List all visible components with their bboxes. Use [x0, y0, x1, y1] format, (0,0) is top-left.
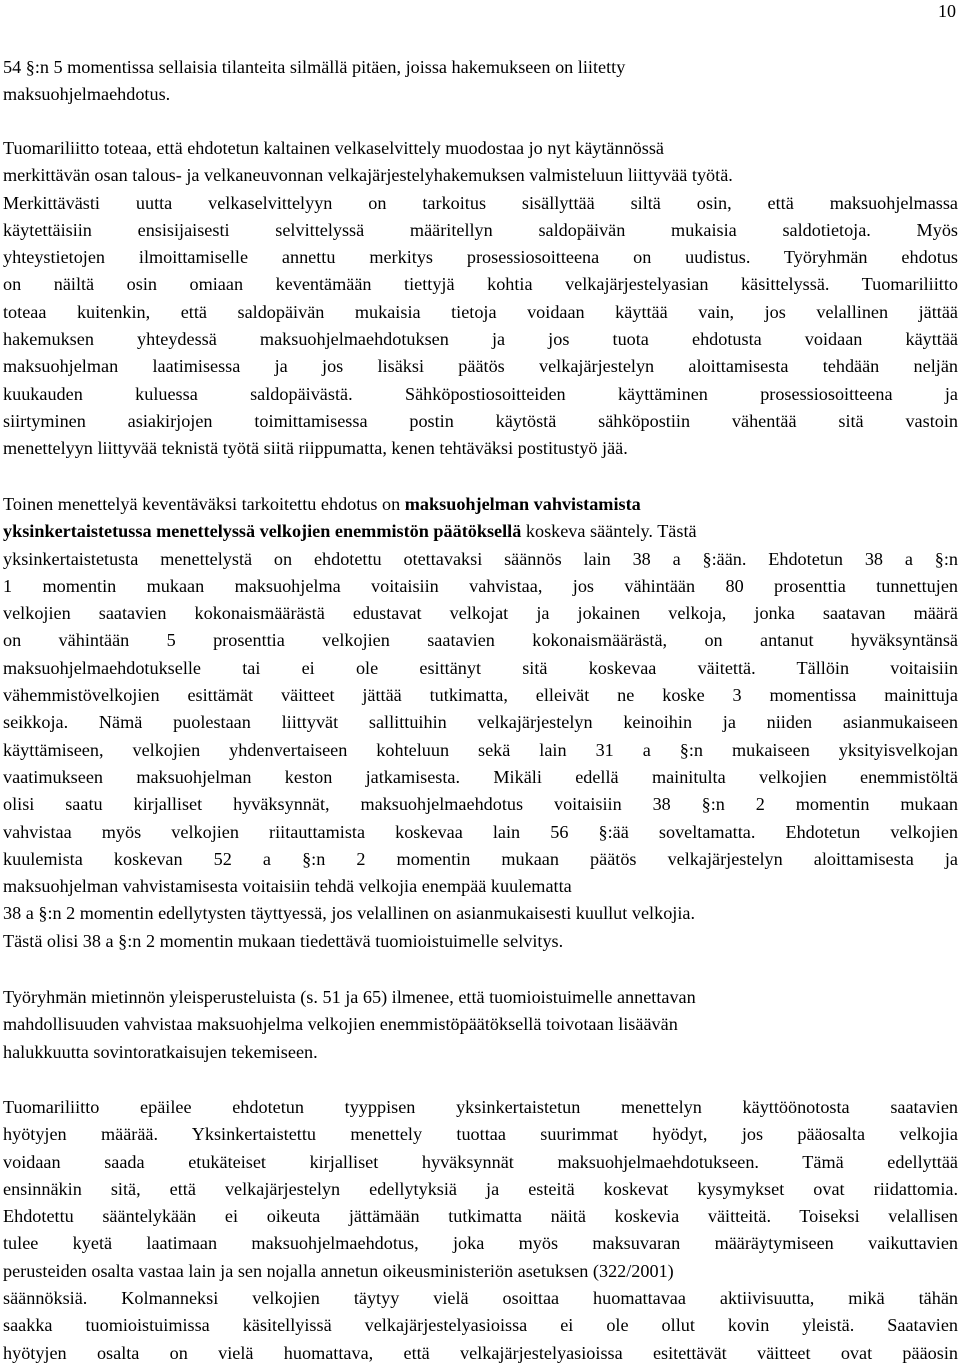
text-line: 1 momentin mukaan maksuohjelma voitaisiin vahvistaa, jos vähintään 80 prosenttia tunnettujen [3, 575, 958, 596]
text-line: 54 §:n 5 momentissa sellaisia tilanteita silmällä pitäen, joissa hakemukseen on liitetty [3, 57, 626, 77]
text-line: Työryhmän mietinnön yleisperusteluista (s. 51 ja 65) ilmenee, että tuomioistuimelle annettavan [3, 987, 696, 1007]
text-line: halukkuutta sovintoratkaisujen tekemiseen. [3, 1041, 318, 1062]
text-line: on vähintään 5 prosenttia velkojien saatavien kokonaismäärästä, on antanut hyväksyntänsä [3, 630, 958, 651]
text-line: 38 a §:n 2 momentin edellytysten täyttyessä, jos velallinen on asianmukaisesti kuullut velkojia. [3, 903, 696, 924]
text-run: Toinen menettelyä keventäväksi tarkoitettu ehdotus on [3, 494, 405, 514]
page-number: 10 [938, 1, 956, 21]
text-line: menettelyyn liittyvää teknistä työtä siitä riippumatta, kenen tehtäväksi postitustyö jää. [3, 438, 628, 459]
text-line: hakemuksen yhteydessä maksuohjelmaehdotuksen ja jos tuota ehdotusta voidaan käyttää [3, 329, 958, 350]
text-line: Tästä olisi 38 a §:n 2 momentin mukaan tiedettävä tuomioistuimelle selvitys. [3, 930, 564, 951]
text-line: maksuohjelmaehdotukselle tai ei ole esittänyt sitä koskevaa väitettä. Tällöin voitaisiin [3, 657, 958, 678]
bold-text: yksinkertaistetussa menettelyssä velkojien enemmistön päätöksellä [3, 521, 522, 542]
paragraph-4 [3, 984, 958, 1066]
text-run: koskeva sääntely. Tästä [521, 521, 697, 542]
text-line: kuukauden kuluessa saldopäivästä. Sähköpostiosoitteiden käyttäminen prosessiosoitteena ja [3, 383, 958, 404]
text-line: yhteystietojen ilmoittamiselle annettu merkitys prosessiosoitteena on uudistus. Työryhmän ehdotus [3, 247, 958, 268]
text-line: merkittävän osan talous- ja velkaneuvonnan velkajärjestelyhakemuksen valmisteluun liittyvää työtä. [3, 165, 733, 186]
text-line: ensinnäkin sitä, että velkajärjestelyn edellytyksiä ja esteitä koskevat kysymykset ovat riidattomia. [3, 1178, 958, 1199]
paragraph-2 [3, 135, 958, 463]
text-line: vaatimukseen maksuohjelman keston jatkamisesta. Mikäli edellä mainitulta velkojien enemmistöltä [3, 766, 958, 787]
text-line: Merkittävästi uutta velkaselvittelyyn on tarkoitus sisällyttää siltä osin, että maksuohjelmassa [3, 192, 958, 213]
text-line: perusteiden osalta vastaa lain ja sen nojalla annetun oikeusministeriön asetuksen (322/2001) [3, 1260, 674, 1281]
text-line: velkojien saatavien kokonaismäärästä edustavat velkojat ja jokainen velkoja, jonka saatavan määrä [3, 603, 958, 624]
text-line: vahvistaa myös velkojien riitauttamista koskevaa lain 56 §:ää soveltamatta. Ehdotetun velkojien [3, 821, 958, 842]
paragraph-5 [3, 1094, 958, 1367]
text-line: Ehdotettu sääntelykään ei oikeuta jättämään tutkimatta näitä koskevia väitteitä. Toiseksi velallisen [3, 1206, 958, 1227]
text-line: maksuohjelman laatimisessa ja jos lisäksi päätös velkajärjestelyn aloittamisesta tehdään neljän [3, 356, 958, 377]
text-line: yksinkertaistetusta menettelystä on ehdotettu otettavaksi säännös lain 38 a §:ään. Ehdotetun 38 a §:n [3, 548, 958, 569]
text-line: kuulemista koskevan 52 a §:n 2 momentin mukaan päätös velkajärjestelyn aloittamisesta ja [3, 848, 958, 869]
text-line: voidaan saada etukäteiset kirjalliset hyväksynnät maksuohjelmaehdotukseen. Tämä edellyttää [3, 1151, 958, 1172]
text-line: mahdollisuuden vahvistaa maksuohjelma velkojien enemmistöpäätöksellä toivotaan lisäävän [3, 1014, 678, 1035]
paragraph-3 [3, 491, 958, 955]
text-line: siirtyminen asiakirjojen toimittamisessa postin käytöstä sähköpostiin vähentää sitä vastoin [3, 410, 958, 431]
text-line: toteaa kuitenkin, että saldopäivän mukaisia tietoja voidaan käyttää vain, jos velallinen jättää [3, 301, 958, 322]
text-line [3, 518, 958, 545]
paragraph-1 [3, 54, 958, 109]
text-line: on näiltä osin omiaan keventämään tiettyjä kohtia velkajärjestelyasian käsittelyssä. Tuomariliitto [3, 274, 958, 295]
text-line: seikkoja. Nämä puolestaan liittyvät sallittuihin velkajärjestelyn keinoihin ja niiden asianmukaiseen [3, 712, 958, 733]
text-line: Tuomariliitto toteaa, että ehdotetun kaltainen velkaselvittely muodostaa jo nyt käytännössä [3, 138, 665, 158]
text-line: olisi saatu kirjalliset hyväksynnät, maksuohjelmaehdotus voitaisiin 38 §:n 2 momentin mukaan [3, 794, 958, 815]
text-line: säännöksiä. Kolmanneksi velkojien täytyy vielä osoittaa huomattavaa aktiivisuutta, mikä tähän [3, 1288, 958, 1309]
text-line: käyttämiseen, velkojien yhdenvertaiseen kohteluun sekä lain 31 a §:n mukaiseen yksityisvelkojan [3, 739, 958, 760]
bold-text: maksuohjelman vahvistamista [404, 494, 641, 514]
text-line: maksuohjelmaehdotus. [3, 84, 171, 105]
text-line: hyötyjen määrää. Yksinkertaistettu menettely tuottaa suurimmat hyödyt, jos pääosalta velkojia [3, 1124, 958, 1145]
text-line: maksuohjelman vahvistamisesta voitaisiin tehdä velkojia enempää kuulematta [3, 876, 572, 897]
text-line: saakka tuomioistuimissa käsitellyissä velkajärjestelyasioissa ei ole ollut kovin yleistä. Saatavien [3, 1315, 958, 1336]
text-line: käytettäisiin ensisijaisesti selvittelyssä määritellyn saldopäivän mukaisia saldotietoja. Myös [3, 219, 958, 240]
text-line [3, 491, 958, 518]
text-line: tulee kyetä laatimaan maksuohjelmaehdotus, joka myös maksuvaran määräytymiseen vaikuttavien [3, 1233, 958, 1254]
text-line: vähemmistövelkojien esittämät väitteet jättää tutkimatta, elleivät ne koske 3 momentissa mainittuja [3, 685, 958, 706]
text-line: Tuomariliitto epäilee ehdotetun tyyppisen yksinkertaistetun menettelyn käyttöönotosta saatavien [3, 1097, 958, 1117]
text-line: hyötyjen osalta on vielä huomattava, että velkajärjestelyasioissa esitettävät väitteet ovat pääosin [3, 1342, 958, 1363]
